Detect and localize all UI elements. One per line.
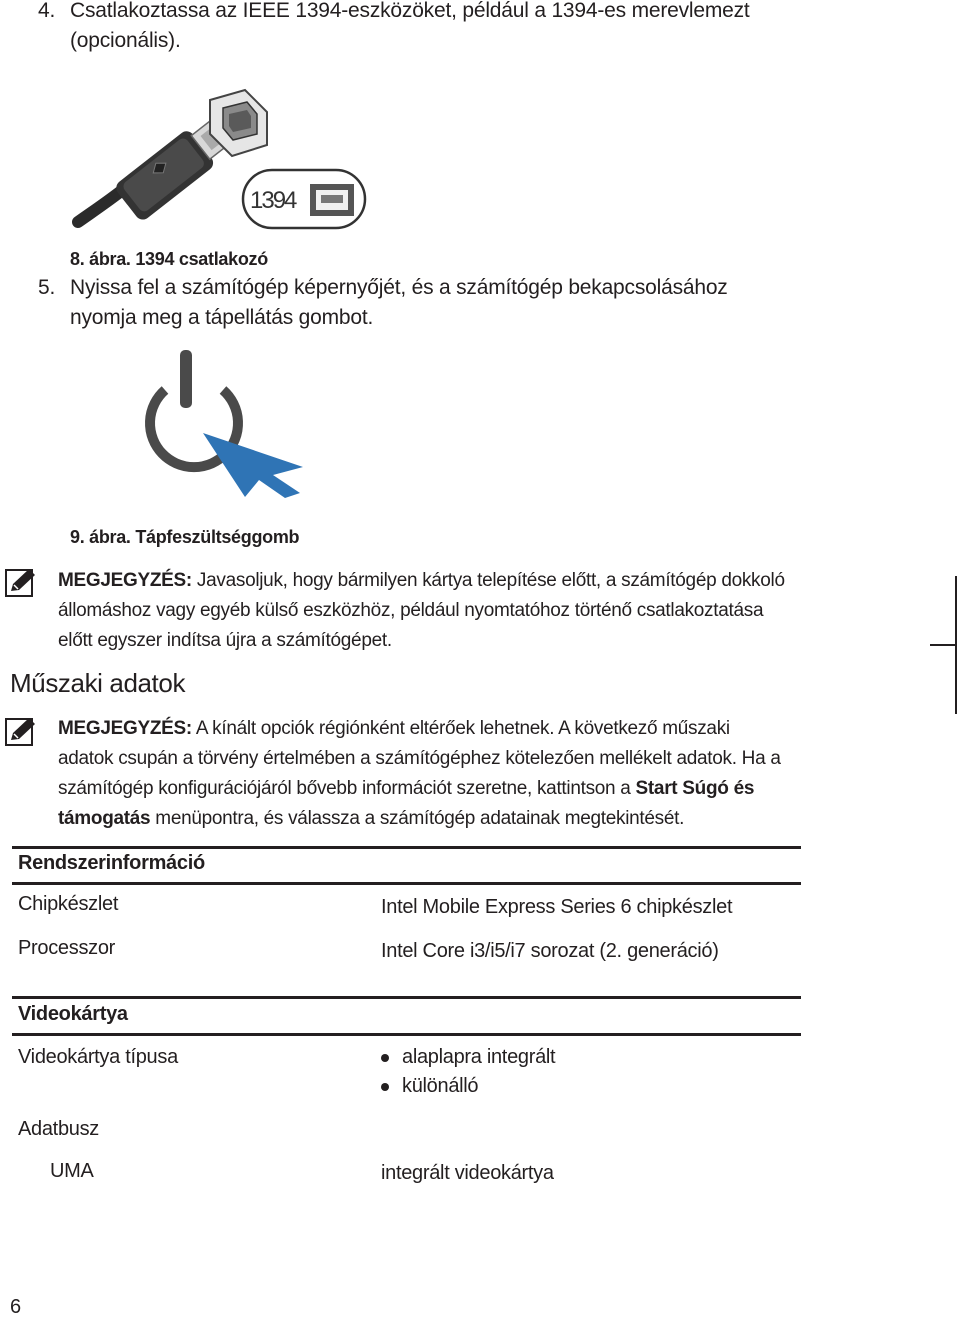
port-label: 1394 — [250, 187, 296, 214]
video-card-title: Videokártya — [18, 1003, 128, 1025]
note-1-line-2: állomáshoz vagy egyéb külső eszközhöz, például nyomtatóhoz történő csatlakoztatása — [58, 600, 764, 621]
video-card-top-rule — [12, 996, 801, 999]
video-card-type-label: Videokártya típusa — [18, 1046, 178, 1068]
figure-9-caption: 9. ábra. Tápfeszültséggomb — [70, 527, 300, 547]
step-4-number: 4. — [38, 0, 56, 22]
note-2-label: MEGJEGYZÉS: — [58, 718, 192, 739]
step-4-line-2: (opcionális). — [70, 29, 181, 52]
note-2-line-2: adatok csupán a törvény értelmében a számítógéphez kötelezően mellékelt adatok. Ha a — [58, 748, 781, 769]
note-2-line-3: számítógép konfigurációjáról bővebb információt szeretne, kattintson a — [58, 778, 636, 799]
note-1-line-3: előtt egyszer indítsa újra a számítógépet. — [58, 630, 392, 651]
video-card-type-discrete: különálló — [402, 1075, 479, 1097]
note-pencil-icon — [5, 567, 37, 597]
power-button-illustration — [135, 345, 315, 500]
uma-label: UMA — [50, 1160, 94, 1182]
system-info-header-rule — [12, 882, 801, 885]
firewire-connector-illustration — [70, 80, 380, 240]
system-info-title: Rendszerinformáció — [18, 852, 205, 874]
video-card-header-rule — [12, 1033, 801, 1036]
chipset-value: Intel Mobile Express Series 6 chipkészlet — [381, 896, 733, 918]
note-2-line-1: A kínált opciók régiónként eltérőek lehetnek. A következő műszaki — [191, 718, 730, 739]
note-1 — [58, 566, 785, 656]
page-number: 6 — [10, 1296, 21, 1318]
processor-value: Intel Core i3/i5/i7 sorozat (2. generáció) — [381, 940, 719, 962]
step-5-number: 5. — [38, 276, 56, 299]
note-2-link-start: Start Súgó és — [635, 778, 755, 799]
note-1-label: MEGJEGYZÉS: — [58, 570, 192, 591]
system-info-top-rule — [12, 846, 801, 849]
note-2-line-4: menüpontra, és válassza a számítógép adatainak megtekintését. — [150, 808, 685, 829]
step-4-line-1: Csatlakoztassa az IEEE 1394-eszközöket, például a 1394-es merevlemezt — [70, 0, 750, 22]
step-5-line-2: nyomja meg a tápellátás gombot. — [70, 306, 374, 329]
bullet-icon — [381, 1054, 389, 1062]
processor-label: Processzor — [18, 937, 116, 959]
note-pencil-icon-2 — [5, 716, 37, 746]
margin-mark-horizontal — [930, 644, 957, 646]
uma-value: integrált videokártya — [381, 1162, 554, 1184]
figure-8-caption: 8. ábra. 1394 csatlakozó — [70, 249, 268, 269]
data-bus-label: Adatbusz — [18, 1118, 99, 1140]
chipset-label: Chipkészlet — [18, 893, 119, 915]
note-2 — [58, 714, 781, 834]
note-1-line-1: Javasoljuk, hogy bármilyen kártya telepítése előtt, a számítógép dokkoló — [191, 570, 785, 591]
step-5-line-1: Nyissa fel a számítógép képernyőjét, és a számítógép bekapcsolásához — [70, 276, 728, 299]
note-2-link-support: támogatás — [58, 808, 151, 829]
section-title: Műszaki adatok — [10, 668, 186, 698]
video-card-type-integrated: alaplapra integrált — [402, 1046, 556, 1068]
bullet-icon — [381, 1083, 389, 1091]
